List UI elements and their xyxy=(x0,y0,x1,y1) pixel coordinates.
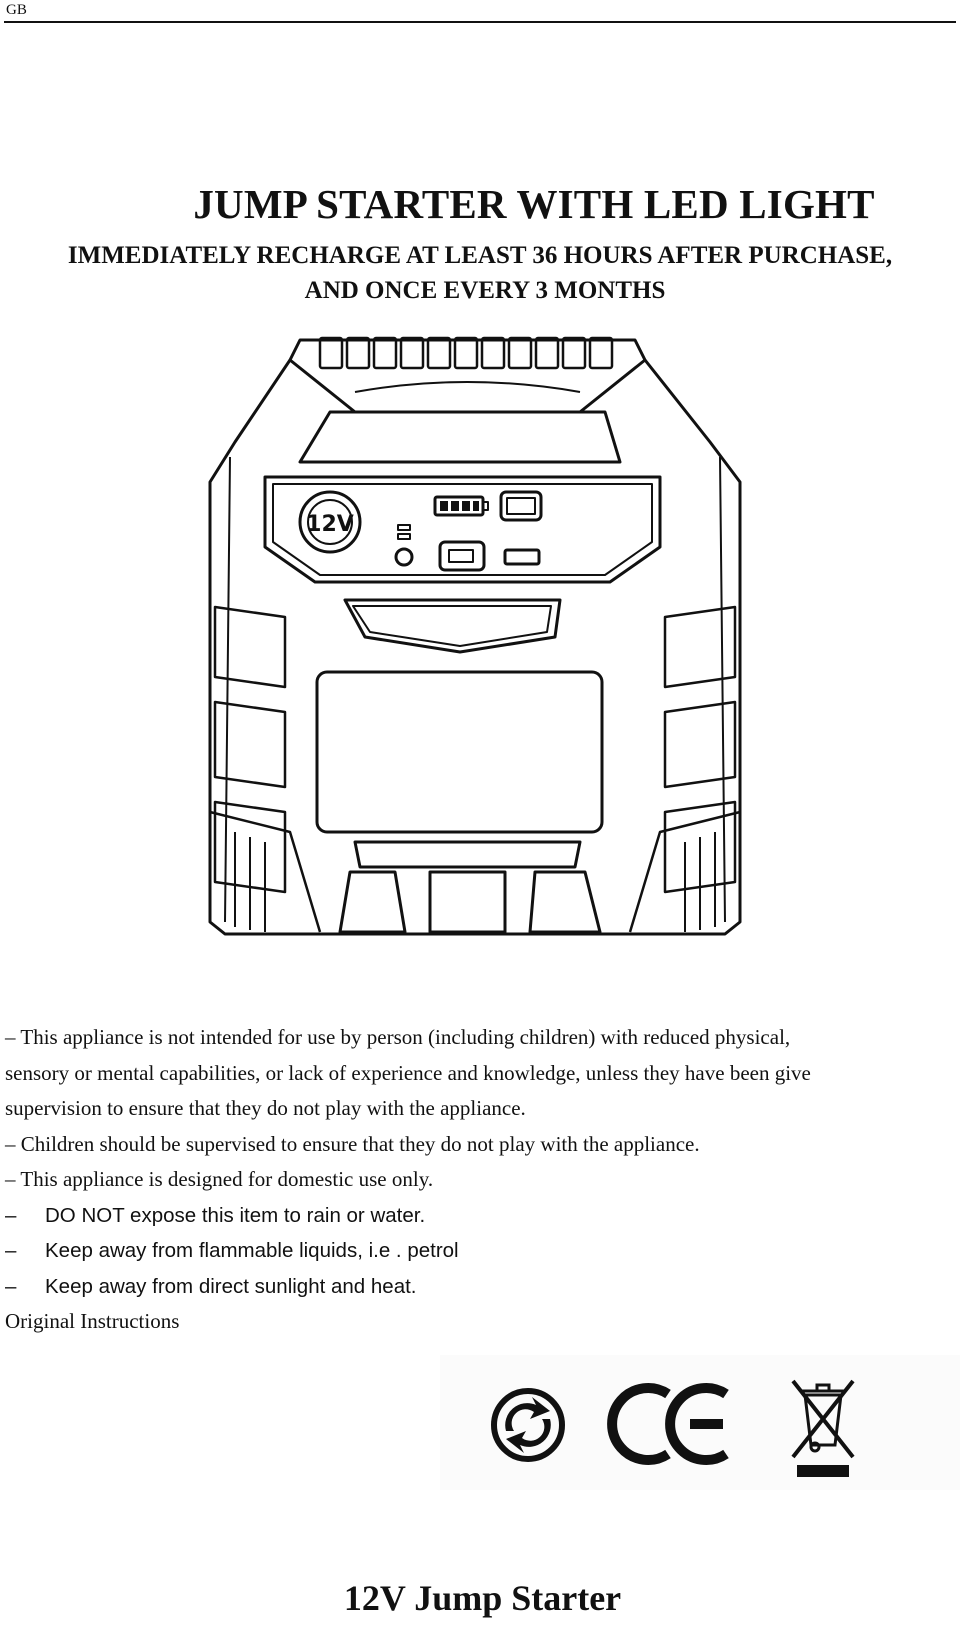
warning-line xyxy=(5,1269,955,1305)
warning-line: sensory or mental capabilities, or lack of experience and knowledge, unless they have been give xyxy=(5,1060,811,1085)
certification-marks xyxy=(440,1355,960,1490)
header-tag: GB xyxy=(6,2,27,18)
ce-mark-icon xyxy=(612,1388,726,1460)
dash-bullet: – xyxy=(5,1274,17,1298)
warnings-block xyxy=(5,1020,955,1340)
subtitle-line-2: AND ONCE EVERY 3 MONTHS xyxy=(304,277,666,304)
power-button-icon xyxy=(396,549,412,565)
warning-line: – Children should be supervised to ensure that they do not play with the appliance. xyxy=(5,1131,700,1156)
light-button-icon xyxy=(440,542,484,570)
handle-window xyxy=(300,412,620,462)
green-dot-icon xyxy=(494,1391,562,1459)
footer-title: 12V Jump Starter xyxy=(343,1578,622,1618)
warning-text: Keep away from flammable liquids, i.e . petrol xyxy=(45,1239,459,1262)
warning-text: DO NOT expose this item to rain or water. xyxy=(45,1203,426,1227)
jump-starter-illustration xyxy=(205,332,745,967)
warning-line: – This appliance is not intended for use by person (including children) with reduced physical, xyxy=(5,1025,791,1049)
warning-text: Keep away from direct sunlight and heat. xyxy=(45,1274,417,1298)
subtitle-line-1: IMMEDIATELY RECHARGE AT LEAST 36 HOURS AFTER PURCHASE, xyxy=(67,242,893,269)
usb-port-icon xyxy=(505,550,539,564)
header-rule xyxy=(4,21,956,23)
handle-grip xyxy=(320,338,612,368)
page-title: JUMP STARTER WITH LED LIGHT xyxy=(193,181,875,227)
socket-label: 12V xyxy=(306,512,354,537)
warning-line: supervision to ensure that they do not play with the appliance. xyxy=(5,1096,526,1120)
bottom-feet xyxy=(340,872,600,932)
dash-bullet: – xyxy=(5,1239,17,1262)
warning-line: – This appliance is designed for domestic use only. xyxy=(5,1167,434,1191)
dash-bullet: – xyxy=(5,1203,17,1227)
bottom-vent xyxy=(355,842,580,867)
warning-line xyxy=(5,1233,955,1269)
warning-line xyxy=(5,1198,955,1234)
body-outline xyxy=(210,360,740,934)
original-instructions: Original Instructions xyxy=(5,1309,180,1333)
weee-bin-icon xyxy=(793,1381,853,1477)
front-panel xyxy=(317,672,602,832)
